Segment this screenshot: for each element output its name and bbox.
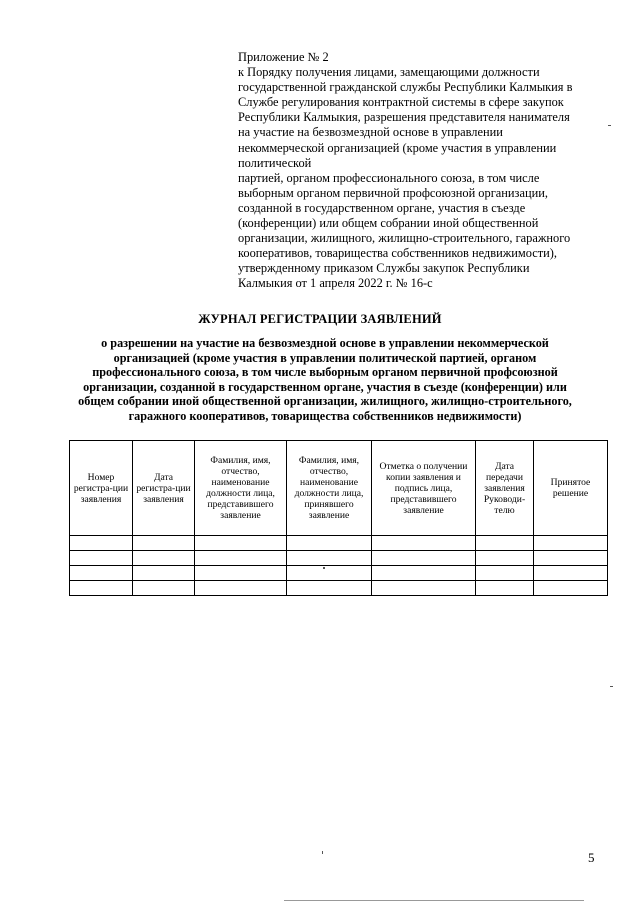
table-cell [70, 551, 133, 566]
journal-title: ЖУРНАЛ РЕГИСТРАЦИИ ЗАЯВЛЕНИЙ [198, 312, 442, 326]
table-cell [476, 536, 534, 551]
appendix-line: кооперативов, товарищества собственников недвижимости), [238, 246, 558, 261]
col-copy-receipt: Отметка о получении копии заявления и подпись лица, представившего заявление [372, 441, 476, 536]
page-number: 5 [588, 850, 595, 865]
table-row [70, 581, 608, 596]
table-cell [195, 536, 287, 551]
appendix-line: созданной в государственном органе, участия в съезде [238, 200, 526, 215]
table-cell [195, 581, 287, 596]
table-row [70, 551, 608, 566]
col-decision: Принятое решение [534, 441, 608, 536]
appendix-line: к Порядку получения лицами, замещающими должности [238, 65, 540, 80]
appendix-line: политической [238, 155, 312, 170]
appendix-line: утвержденному приказом Службы закупок Республики [238, 261, 530, 276]
col-submitter: Фамилия, имя, отчество, наименование должности лица, представившего заявление [195, 441, 287, 536]
subtitle-line: организации, созданной в государственном органе, участия в съезде (конференции) или [83, 379, 567, 394]
subtitle-line: организацией (кроме участия в управлении политической партией, органом [113, 350, 537, 365]
table-cell [372, 551, 476, 566]
table-cell [287, 536, 372, 551]
scan-speck [608, 125, 611, 126]
col-registration-date: Дата регистра-ции заявления [133, 441, 195, 536]
appendix-line: некоммерческой организацией (кроме участия в управлении [238, 140, 557, 155]
table-cell [287, 566, 372, 581]
table-cell [476, 581, 534, 596]
col-registration-number: Номер регистра-ции заявления [70, 441, 133, 536]
table-header-row [70, 441, 608, 536]
table-cell [534, 566, 608, 581]
scan-speck [322, 851, 323, 854]
table-cell [534, 536, 608, 551]
table-cell [70, 566, 133, 581]
table-cell [476, 566, 534, 581]
table-cell [476, 551, 534, 566]
subtitle-line: общем собрании иной общественной организации, жилищного, жилищно-строительного, [78, 394, 572, 409]
appendix-block [238, 50, 608, 292]
table-cell [372, 536, 476, 551]
journal-subtitle [40, 336, 610, 424]
table-cell [70, 581, 133, 596]
subtitle-line: профессионального союза, в том числе выборным органом первичной профсоюзной [92, 365, 558, 380]
table-cell [534, 581, 608, 596]
footer-line [284, 900, 584, 901]
journal-table [69, 440, 608, 596]
table-cell [133, 551, 195, 566]
appendix-line: государственной гражданской службы Республики Калмыкия в [238, 80, 573, 95]
table-row [70, 566, 608, 581]
appendix-line: Республики Калмыкия, разрешения представителя нанимателя [238, 110, 570, 125]
table-cell [133, 536, 195, 551]
appendix-line: Калмыкия от 1 апреля 2022 г. № 16-с [238, 276, 433, 291]
appendix-line: выборным органом первичной профсоюзной организации, [238, 185, 548, 200]
appendix-line: (конференции) или общем собрании иной общественной [238, 216, 539, 231]
table-cell [372, 566, 476, 581]
appendix-line: Приложение № 2 [238, 50, 329, 64]
table-cell [133, 581, 195, 596]
table-cell [287, 581, 372, 596]
table-cell [195, 566, 287, 581]
subtitle-line: о разрешении на участие на безвозмездной основе в управлении некоммерческой [101, 336, 549, 350]
table-cell [70, 536, 133, 551]
table-row [70, 536, 608, 551]
appendix-line: на участие на безвозмездной основе в управлении [238, 125, 503, 140]
scan-speck [323, 567, 325, 569]
table-cell [372, 581, 476, 596]
appendix-line: организации, жилищного, жилищно-строительного, гаражного [238, 231, 571, 246]
table-cell [133, 566, 195, 581]
table-cell [287, 551, 372, 566]
scan-speck [610, 686, 613, 687]
table-cell [534, 551, 608, 566]
appendix-line: Службе регулирования контрактной системы в сфере закупок [238, 95, 564, 110]
appendix-line: партией, органом профессионального союза, в том числе [238, 170, 540, 185]
subtitle-line: гаражного кооперативов, товарищества собственников недвижимости) [128, 408, 522, 423]
table-cell [195, 551, 287, 566]
col-transfer-date: Дата передачи заявления Руководи-телю [476, 441, 534, 536]
col-receiver: Фамилия, имя, отчество, наименование должности лица, принявшего заявление [287, 441, 372, 536]
